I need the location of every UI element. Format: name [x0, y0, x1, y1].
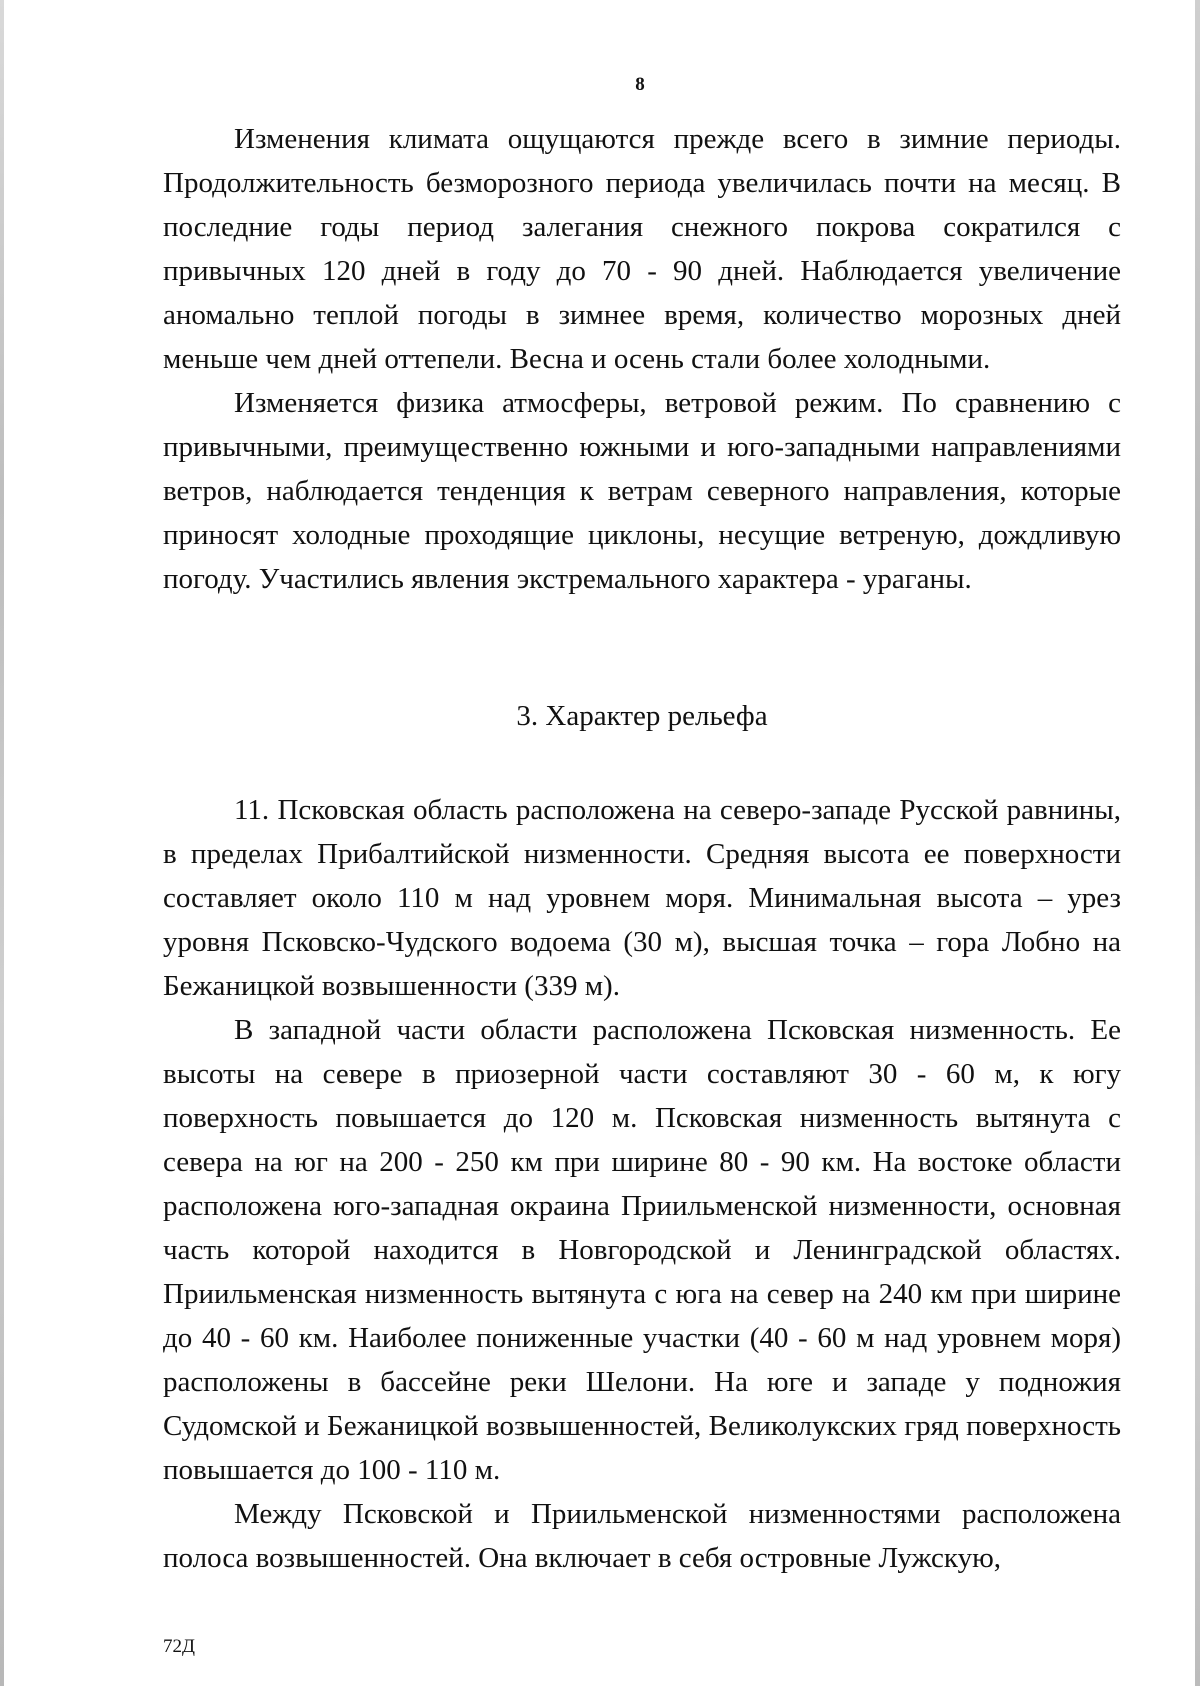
relief-section — [163, 788, 1121, 1580]
scan-edge-right — [1195, 0, 1200, 1686]
scan-edge-left — [0, 0, 4, 1686]
climate-paragraph-2: Изменяется физика атмосферы, ветровой режим. По сравнению с привычными, преимущественно южными и юго-западными направлениями ветров, наблюдается тенденция к ветрам северного направления, которые приносят холодные проходящие циклоны, несущие ветреную, дождливую погоду. Участились явления экстремального характера - ураганы. — [163, 387, 1121, 595]
climate-section — [163, 117, 1121, 601]
relief-paragraph-1: 11. Псковская область расположена на северо-западе Русской равнины, в пределах Прибалтийской низменности. Средняя высота ее поверхности составляет около 110 м над уровнем моря. Минимальная высота – урез уровня Псковско-Чудского водоема (30 м), высшая точка – гора Лобно на Бежаницкой возвышенности (339 м). — [163, 794, 1121, 1002]
section-heading: 3. Характер рельефа — [516, 700, 768, 732]
relief-paragraph-2: В западной части области расположена Псковская низменность. Ее высоты на севере в приозерной части составляют 30 - 60 м, к югу поверхность повышается до 120 м. Псковская низменность вытянута с севера на юг на 200 - 250 км при ширине 80 - 90 км. На востоке области расположена юго-западная окраина Приильменской низменности, основная часть которой находится в Новгородской и Ленинградской областях. Приильменская низменность вытянута с юга на север на 240 км при ширине до 40 - 60 км. Наиболее пониженные участки (40 - 60 м над уровнем моря) расположены в бассейне реки Шелони. На юге и западе у подножия Судомской и Бежаницкой возвышенностей, Великолукских гряд поверхность повышается до 100 - 110 м. — [163, 1014, 1121, 1486]
footer-code: 72Д — [163, 1636, 195, 1657]
page-number: 8 — [635, 74, 645, 95]
relief-paragraph-3: Между Псковской и Приильменской низменностями расположена полоса возвышенностей. Она включает в себя островные Лужскую, — [163, 1498, 1121, 1574]
climate-paragraph-1: Изменения климата ощущаются прежде всего в зимние периоды. Продолжительность безморозного периода увеличилась почти на месяц. В последние годы период залегания снежного покрова сократился с привычных 120 дней в году до 70 - 90 дней. Наблюдается увеличение аномально теплой погоды в зимнее время, количество морозных дней меньше чем дней оттепели. Весна и осень стали более холодными. — [163, 123, 1121, 375]
